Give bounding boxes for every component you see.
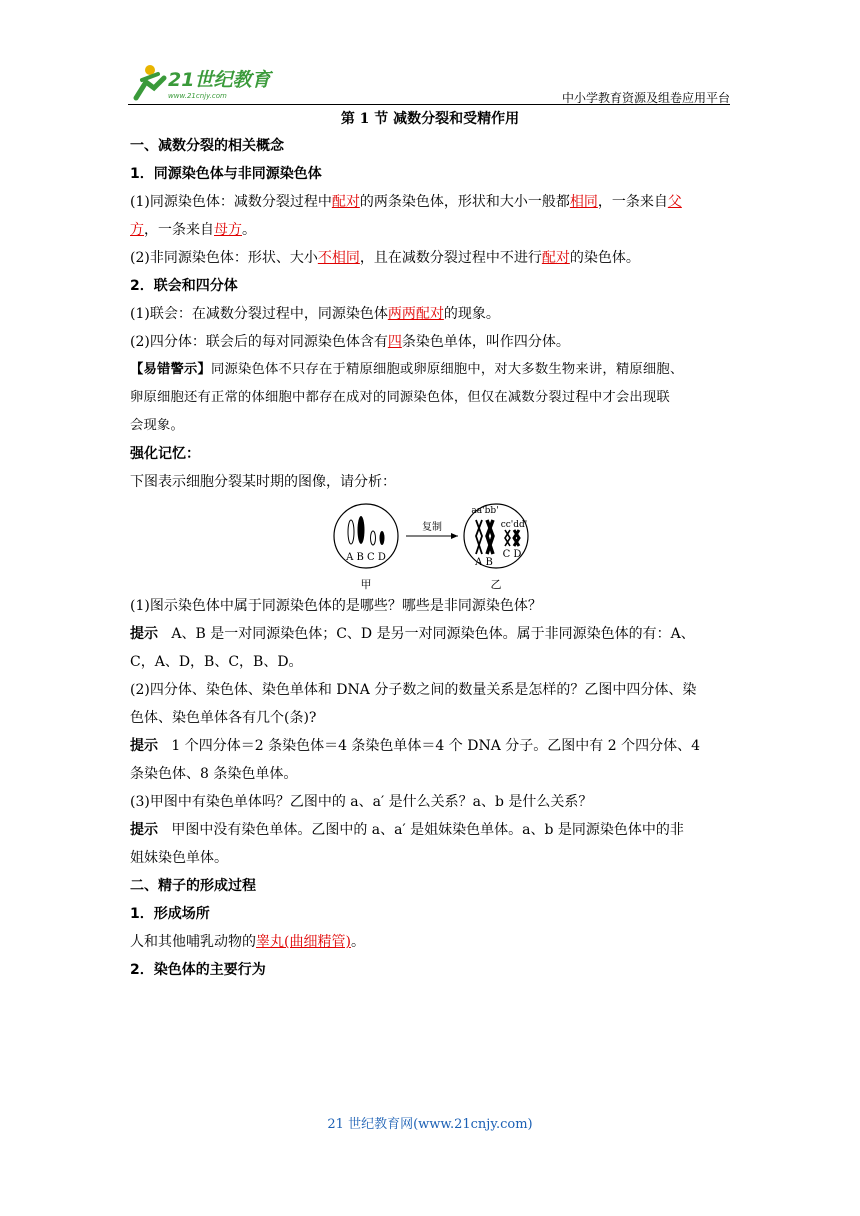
svg-text:www.21cnjy.com: www.21cnjy.com (168, 92, 227, 100)
section2-heading: 二、精子的形成过程 (130, 878, 256, 894)
chromosome-diagram (130, 496, 730, 592)
section1-heading: 一、减数分裂的相关概念 (130, 138, 284, 154)
chromosome-b (358, 516, 365, 544)
subheading-behavior: 2．染色体的主要行为 (130, 962, 266, 978)
answer-blank: 四 (387, 334, 402, 350)
header-platform-text: 中小学教育资源及组卷应用平台 (561, 91, 730, 105)
question-3: (3)甲图中有染色单体吗？乙图中的 a、a′ 是什么关系？a、b 是什么关系？ (130, 794, 593, 810)
answer-blank: 父 (667, 194, 682, 210)
content (130, 132, 730, 984)
tetrad-a (476, 520, 482, 554)
arrow-label: 复制 (422, 522, 442, 533)
answer-blank: 配对 (541, 250, 570, 266)
warning-line-1: 【易错警示】同源染色体不只存在于精原细胞或卵原细胞中，对大多数生物来讲，精原细胞、 (130, 362, 684, 377)
tetrad-d (514, 530, 519, 546)
tetrad-c (505, 530, 510, 546)
answer-3-line-2: 姐妹染色单体。 (130, 850, 228, 866)
subheading-synapsis: 2．联会和四分体 (130, 278, 238, 294)
yi-mid-labels: cc'dd' (500, 520, 528, 530)
svg-text:21世纪教育: 21世纪教育 (168, 69, 271, 91)
answer-1-line-1: 提示 A、B 是一对同源染色体；C、D 是另一对同源染色体。属于非同源染色体的有：A、 (130, 626, 695, 642)
memory-heading: 强化记忆： (130, 446, 200, 462)
answer-2-line-1: 提示 1 个四分体＝2 条染色体＝4 条染色单体＝4 个 DNA 分子。乙图中有 2 个四分体、4 (130, 738, 700, 754)
para-tetrad: (2)四分体：联会后的每对同源染色体含有四条染色单体，叫作四分体。 (130, 334, 570, 350)
hint-label: 提示 (130, 738, 158, 754)
answer-blank: 睾丸(曲细精管) (256, 934, 351, 950)
header-rule (128, 104, 730, 105)
warning-line-2: 卵原细胞还有正常的体细胞中都存在成对的同源染色体，但仅在减数分裂过程中才会出现联 (130, 390, 670, 405)
cell-division-figure (130, 496, 730, 592)
answer-2-line-2: 条染色体、8 条染色单体。 (130, 766, 298, 782)
question-2-line-1: (2)四分体、染色体、染色单体和 DNA 分子数之间的数量关系是怎样的？乙图中四分体、染 (130, 682, 697, 698)
caption-yi: 乙 (490, 578, 502, 591)
yi-ab-labels: A B (475, 557, 493, 568)
yi-cd-labels: C D (502, 549, 522, 560)
tetrad-b (487, 520, 493, 554)
subheading-homologous: 1．同源染色体与非同源染色体 (130, 166, 322, 182)
hint-label: 提示 (130, 626, 158, 642)
answer-blank: 方 (130, 222, 144, 238)
para-nonhomologous: (2)非同源染色体：形状、大小不相同，且在减数分裂过程中不进行配对的染色体。 (130, 250, 640, 266)
warning-label: 【易错警示】 (130, 362, 211, 377)
page-header (128, 60, 730, 104)
page-title: 第 1 节 减数分裂和受精作用 (340, 111, 520, 127)
answer-blank: 相同 (569, 194, 598, 210)
subheading-location: 1．形成场所 (130, 906, 210, 922)
question-1: (1)图示染色体中属于同源染色体的是哪些？哪些是非同源染色体？ (130, 598, 542, 614)
caption-jia: 甲 (360, 578, 372, 591)
page-footer: 21 世纪教育网(www.21cnjy.com) (327, 1117, 533, 1132)
hint-label: 提示 (130, 822, 158, 838)
site-logo (128, 60, 278, 104)
warning-line-3: 会现象。 (130, 418, 184, 433)
answer-1-line-2: C，A、D，B、C，B、D。 (130, 654, 303, 670)
answer-3-line-1: 提示 甲图中没有染色单体。乙图中的 a、a′ 是姐妹染色单体。a、b 是同源染色体中的非 (130, 822, 684, 838)
figure-intro: 下图表示细胞分裂某时期的图像，请分析： (130, 474, 396, 490)
para-homologous-1: (1)同源染色体：减数分裂过程中配对的两条染色体，形状和大小一般都相同，一条来自父 (130, 194, 682, 210)
yi-top-labels: aa'bb' (471, 506, 499, 516)
chromosome-a (348, 520, 354, 544)
para-location: 人和其他哺乳动物的睾丸(曲细精管)。 (130, 934, 365, 950)
chromosome-d (380, 531, 385, 545)
jia-labels: A B C D (346, 552, 386, 563)
answer-blank: 两两配对 (387, 306, 444, 322)
chromosome-c (371, 531, 376, 545)
answer-blank: 母方 (214, 222, 242, 238)
answer-blank: 配对 (331, 194, 360, 210)
para-synapsis: (1)联会：在减数分裂过程中，同源染色体两两配对的现象。 (130, 306, 500, 322)
question-2-line-2: 色体、染色单体各有几个(条)? (130, 710, 317, 726)
answer-blank: 不相同 (317, 250, 360, 266)
arrow-head (451, 533, 458, 539)
para-homologous-1-cont: 方，一条来自母方。 (130, 222, 256, 238)
